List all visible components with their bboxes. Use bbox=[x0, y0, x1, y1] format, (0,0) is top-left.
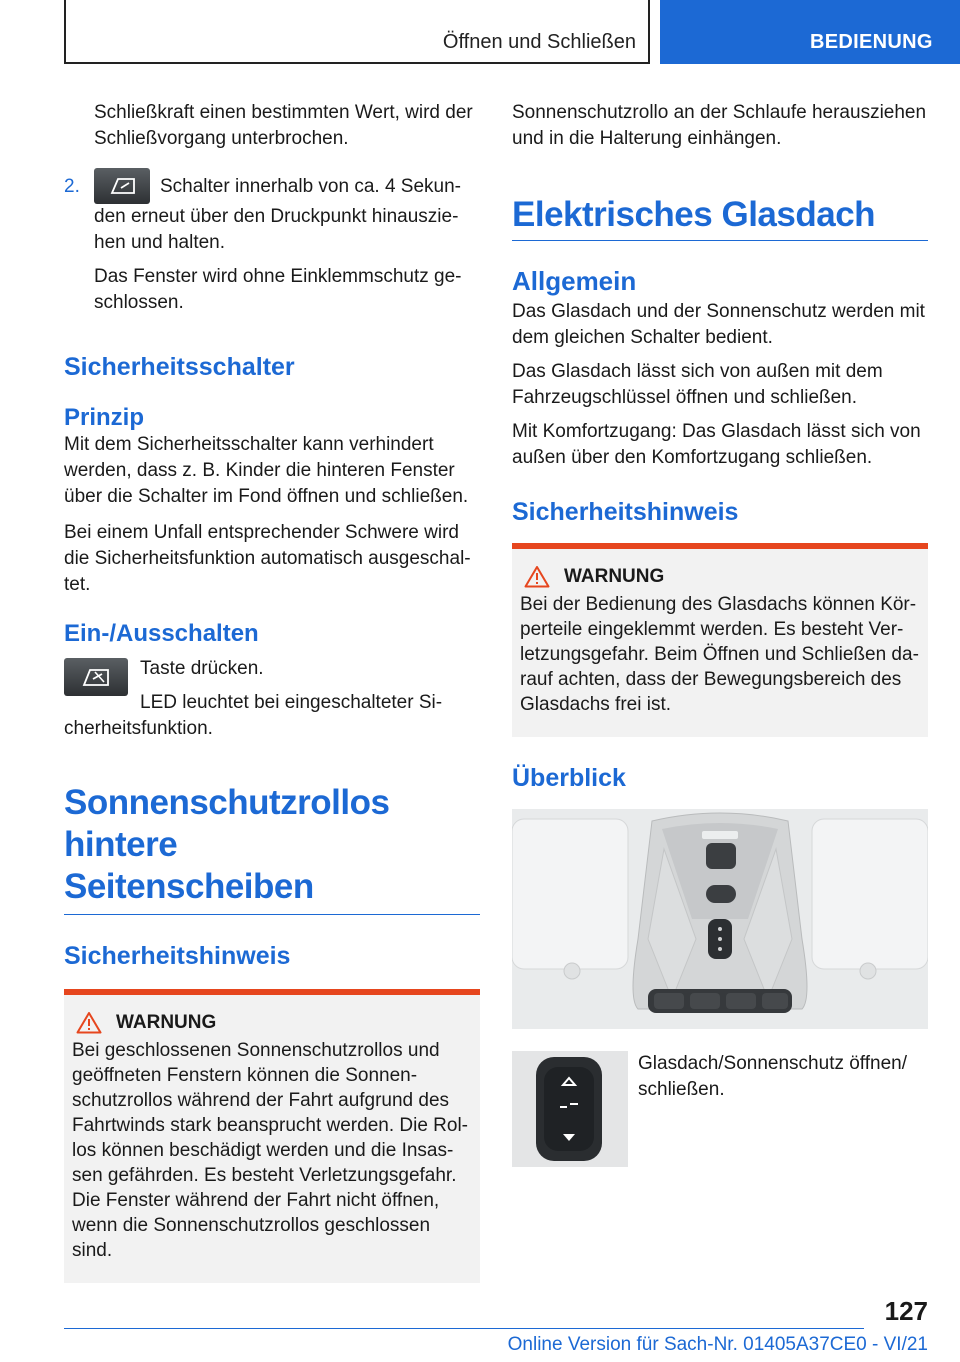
text-line: Das Glasdach lässt sich von außen mit dem bbox=[512, 361, 883, 382]
heading-elektrisches-glasdach: Elektrisches Glasdach bbox=[512, 195, 876, 234]
allgemein-paragraph-1 bbox=[512, 299, 928, 351]
text-line: geöffneten Fenstern können die Sonnen- bbox=[72, 1065, 418, 1086]
right-column bbox=[512, 100, 928, 1167]
prinzip-paragraph-1 bbox=[64, 432, 480, 510]
warning-label: WARNUNG bbox=[564, 565, 665, 587]
text-line: Schalter innerhalb von ca. 4 Sekun- bbox=[160, 176, 462, 197]
prinzip-paragraph-2 bbox=[64, 520, 480, 598]
heading-sicherheitshinweis-right: Sicherheitshinweis bbox=[512, 498, 739, 526]
text-line: den erneut über den Druckpunkt hinauszie- bbox=[94, 206, 459, 227]
text-line: außen über den Komfortzugang schließen. bbox=[512, 447, 873, 468]
text-line: dem gleichen Schalter bedient. bbox=[512, 327, 773, 348]
text-line: sen gefährden. Es besteht Verletzungsgefahr. bbox=[72, 1165, 457, 1186]
text-line: schutzrollos während der Fahrt aufgrund des bbox=[72, 1090, 450, 1111]
text-line: Sonnenschutzrollo an der Schlaufe herausziehen bbox=[512, 102, 927, 123]
heading-ueberblick: Überblick bbox=[512, 764, 626, 792]
safety-switch-icon bbox=[64, 658, 128, 696]
footer-rule bbox=[64, 1328, 864, 1329]
intro-paragraph-right bbox=[512, 100, 928, 152]
switch-caption bbox=[628, 1051, 907, 1167]
text-line: Das Glasdach und der Sonnenschutz werden mit bbox=[512, 301, 925, 322]
taste-text: Taste drücken. bbox=[140, 658, 264, 679]
text-line: hen und halten. bbox=[94, 232, 226, 253]
text-line: werden, dass z. B. Kinder die hinteren Fenster bbox=[64, 460, 455, 481]
text-line: rauf achten, dass der Bewegungsbereich des bbox=[520, 669, 902, 690]
warning-header bbox=[76, 1011, 472, 1034]
text-line: los können beschädigt werden und die Insas- bbox=[72, 1140, 454, 1161]
footer-online-version: Online Version für Sach-Nr. 01405A37CE0 - VI/21 bbox=[507, 1334, 928, 1355]
text-line: Mit Komfortzugang: Das Glasdach lässt sich von bbox=[512, 421, 921, 442]
text-line: Bei einem Unfall entsprechender Schwere wird bbox=[64, 522, 459, 543]
text-line: wenn die Sonnenschutzrollos geschlossen bbox=[72, 1215, 431, 1236]
window-switch-icon bbox=[94, 168, 150, 204]
warning-text bbox=[72, 1038, 472, 1263]
text-line: tet. bbox=[64, 574, 91, 595]
intro-paragraph bbox=[64, 100, 480, 152]
warning-text bbox=[520, 592, 920, 717]
warning-label: WARNUNG bbox=[116, 1011, 217, 1033]
text-line: letzungsgefahr. Beim Öffnen und Schließen da- bbox=[520, 644, 919, 665]
heading-line: Seitenscheiben bbox=[64, 867, 314, 906]
text-line: schlossen. bbox=[94, 292, 184, 313]
warning-triangle-icon bbox=[524, 565, 550, 588]
numbered-item-2 bbox=[64, 174, 480, 316]
text-line: sind. bbox=[72, 1240, 113, 1261]
text-line: Bei der Bedienung des Glasdachs können Kör- bbox=[520, 594, 917, 615]
heading-sonnenschutzrollos bbox=[64, 782, 480, 908]
warning-box-right bbox=[512, 543, 928, 737]
glasdach-switch-photo bbox=[512, 1051, 628, 1167]
heading-line: Sonnenschutzrollos hintere bbox=[64, 783, 390, 864]
text-line: Fahrtwinds stark beansprucht werden. Die Rol- bbox=[72, 1115, 469, 1136]
text-line: über die Schalter im Fond öffnen und schließen. bbox=[64, 486, 469, 507]
warning-header bbox=[524, 565, 920, 588]
text-line: Fahrzeugschlüssel öffnen und schließen. bbox=[512, 387, 858, 408]
ein-aus-block bbox=[64, 656, 480, 742]
text-line: die Sicherheitsfunktion automatisch ausgeschal- bbox=[64, 548, 471, 569]
heading-sicherheitsschalter: Sicherheitsschalter bbox=[64, 353, 295, 381]
heading-sicherheitshinweis-left: Sicherheitshinweis bbox=[64, 942, 291, 970]
item-number: 2. bbox=[64, 176, 80, 197]
text-line: und in die Halterung einhängen. bbox=[512, 128, 782, 149]
header-section-title: Öffnen und Schließen bbox=[442, 31, 636, 53]
text-line: Schließkraft einen bestimmten Wert, wird der bbox=[94, 102, 473, 123]
text-line: Bei geschlossenen Sonnenschutzrollos und bbox=[72, 1040, 440, 1061]
text-line: LED leuchtet bei eingeschalteter Si- bbox=[140, 692, 443, 713]
roof-console-photo bbox=[512, 809, 928, 1029]
text-line: Das Fenster wird ohne Einklemmschutz ge- bbox=[94, 266, 462, 287]
text-line: Mit dem Sicherheitsschalter kann verhindert bbox=[64, 434, 434, 455]
heading-allgemein: Allgemein bbox=[512, 266, 637, 296]
warning-triangle-icon bbox=[76, 1011, 102, 1034]
text-line: perteile eingeklemmt werden. Es besteht Ver- bbox=[520, 619, 904, 640]
switch-row bbox=[512, 1051, 928, 1167]
heading-prinzip: Prinzip bbox=[64, 404, 145, 431]
text-line: Glasdach/Sonnenschutz öffnen/ bbox=[638, 1053, 908, 1074]
text-line: cherheitsfunktion. bbox=[64, 718, 213, 739]
text-line: Die Fenster während der Fahrt nicht öffnen, bbox=[72, 1190, 440, 1211]
heading-ein-ausschalten: Ein-/Ausschalten bbox=[64, 620, 259, 647]
page-number: 127 bbox=[884, 1296, 928, 1326]
warning-box-left bbox=[64, 989, 480, 1283]
left-column bbox=[64, 100, 480, 1283]
allgemein-paragraph-2 bbox=[512, 359, 928, 411]
text-line: Schließvorgang unterbrochen. bbox=[94, 128, 349, 149]
allgemein-paragraph-3 bbox=[512, 419, 928, 471]
text-line: Glasdachs frei ist. bbox=[520, 694, 671, 715]
text-line: schließen. bbox=[638, 1079, 725, 1100]
header-tab-bedienung[interactable]: BEDIENUNG bbox=[660, 0, 960, 64]
